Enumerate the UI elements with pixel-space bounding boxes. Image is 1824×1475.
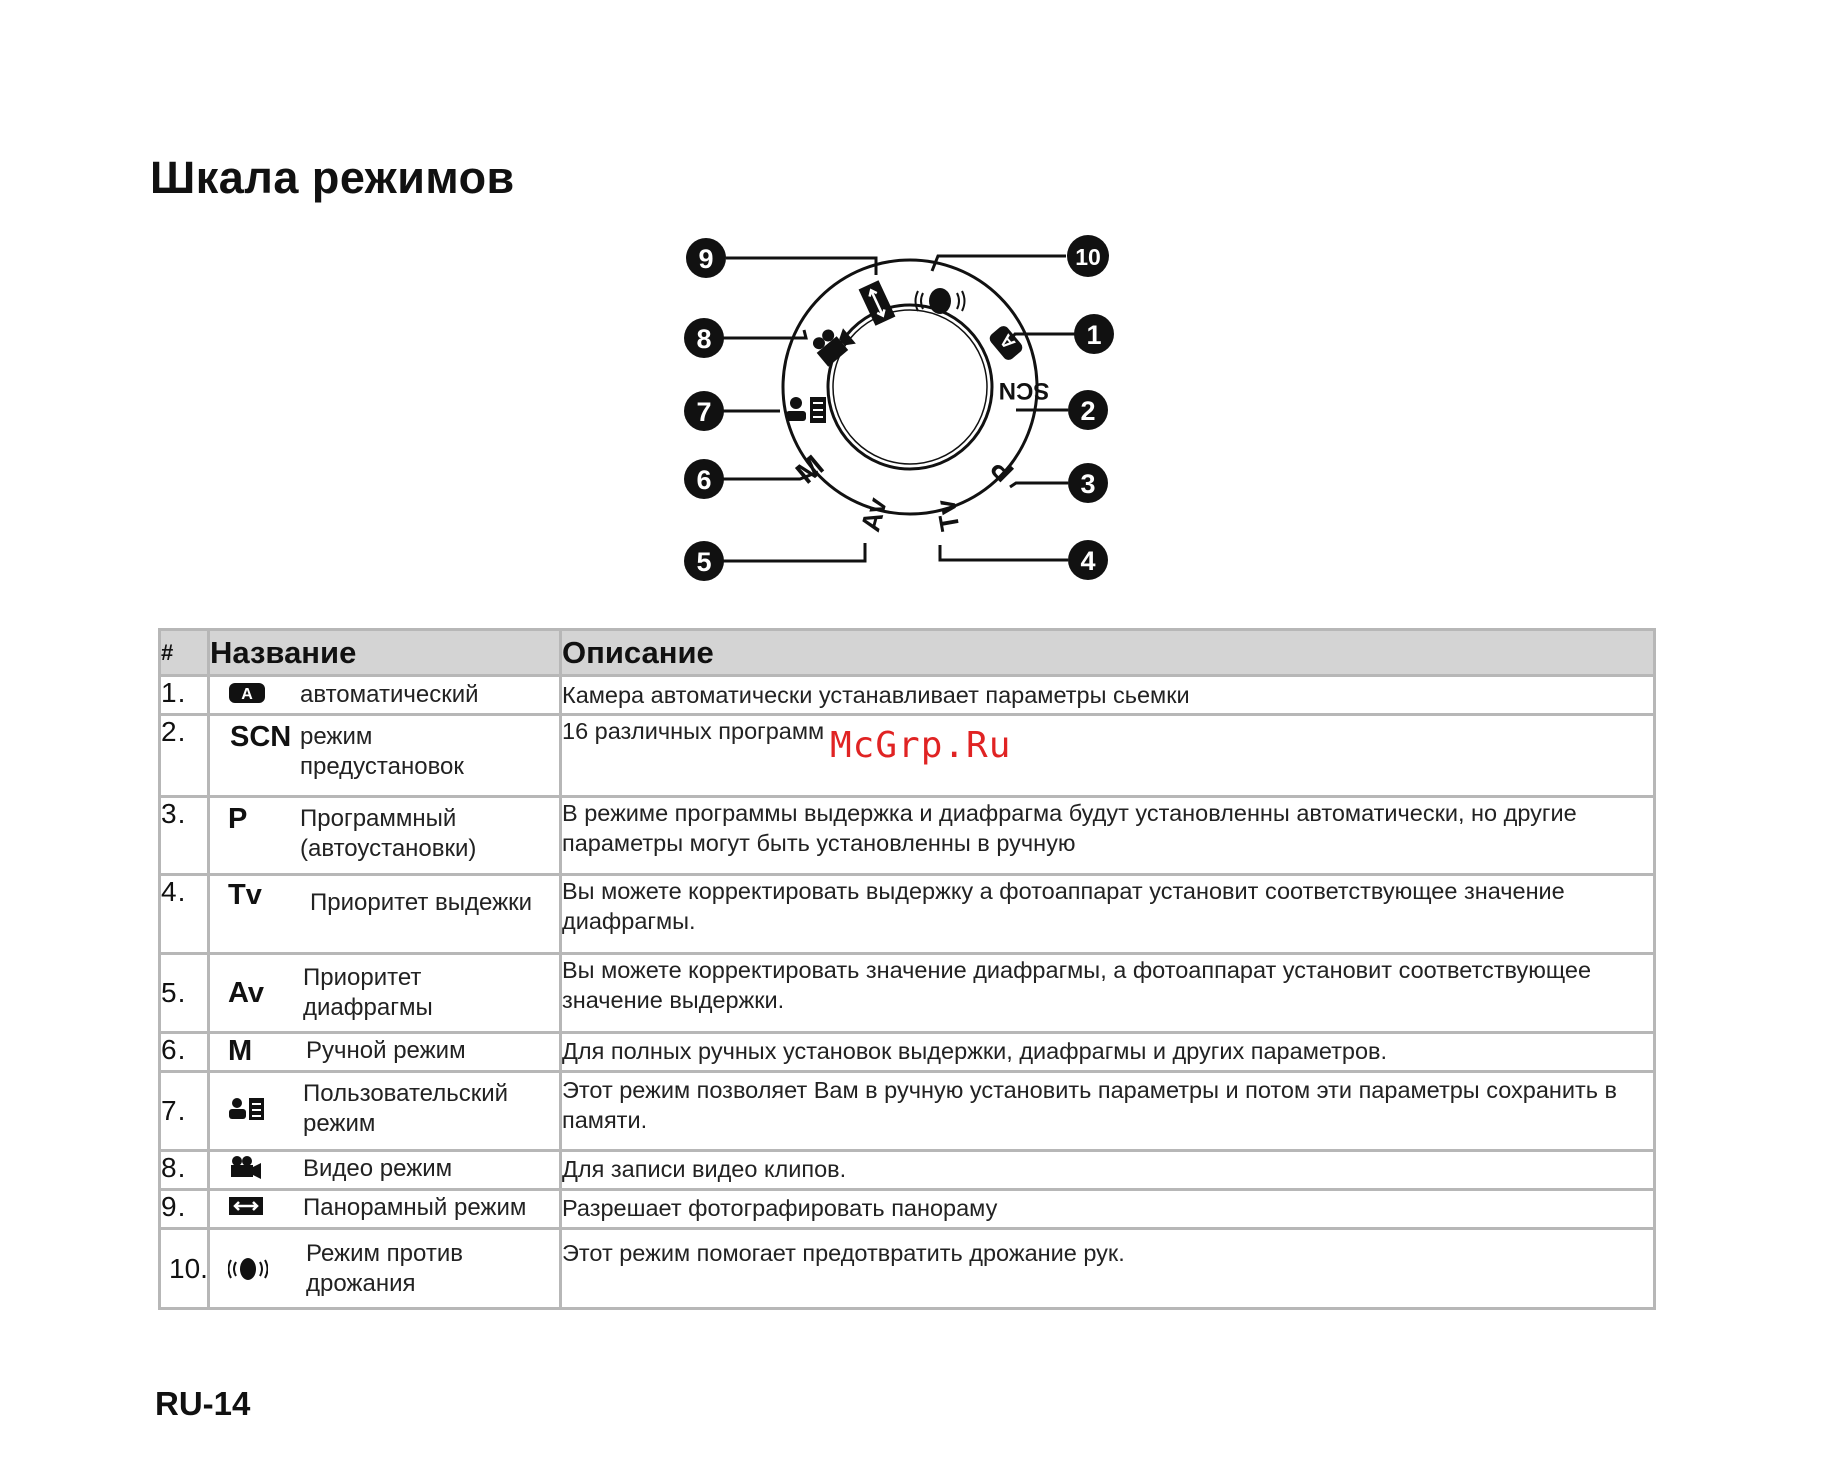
svg-text:A: A [241, 686, 253, 703]
mode-description: Этот режим помогает предотвратить дрожание рук. [561, 1229, 1655, 1309]
table-row [160, 1033, 1655, 1072]
dial-label-p: P [984, 452, 1020, 488]
dial-label-m: M [789, 449, 831, 491]
mode-name: Ручной режим [306, 1037, 466, 1064]
mode-description: Вы можете корректировать выдержку а фотоаппарат установит соответствующее значение диафрагмы. [561, 875, 1655, 954]
callout-6 [684, 459, 724, 499]
mode-name: Режим против дрожания [306, 1239, 463, 1297]
mode-name: Видео режим [303, 1155, 453, 1182]
row-name-cell [209, 1033, 561, 1072]
callout-8 [684, 318, 724, 358]
table-row [160, 875, 1655, 954]
dial-inner-ring-2 [833, 310, 987, 464]
table-row [160, 797, 1655, 875]
svg-text:9: 9 [698, 244, 714, 274]
row-num: 1. [160, 676, 209, 715]
auto-mode-icon [228, 680, 300, 706]
dial-label-av: Av [855, 494, 893, 535]
svg-text:10: 10 [1075, 244, 1101, 270]
dial-user-settings-icon [786, 397, 826, 423]
mode-symbol: M [228, 1035, 253, 1067]
svg-text:6: 6 [696, 465, 712, 495]
row-num: 8. [160, 1151, 209, 1190]
svg-text:5: 5 [696, 547, 712, 577]
mode-dial-svg [670, 225, 1150, 595]
dial-label-tv: Tv [930, 497, 966, 534]
row-name-cell [209, 1190, 561, 1229]
row-num: 9. [160, 1190, 209, 1229]
row-name-cell [209, 875, 561, 954]
mode-description: Разрешает фотографировать панораму [561, 1190, 1655, 1229]
dial-leader-lines [723, 256, 1075, 561]
mode-name: Приоритет выдежки [310, 889, 533, 916]
row-name-cell [209, 954, 561, 1033]
video-camera-icon [228, 1154, 303, 1180]
svg-text:1: 1 [1086, 320, 1102, 350]
dial-inner-ring [828, 305, 992, 469]
svg-text:7: 7 [696, 397, 712, 427]
row-num: 6. [160, 1033, 209, 1072]
user-settings-icon [228, 1095, 303, 1123]
callout-7 [684, 391, 724, 431]
mode-name: режим предустановок [300, 723, 464, 780]
mode-symbol: Tv [228, 879, 262, 911]
header-desc: Описание [561, 630, 1655, 676]
svg-text:3: 3 [1080, 469, 1096, 499]
callout-1 [1074, 314, 1114, 354]
page-number: RU-14 [155, 1385, 251, 1422]
mode-dial-diagram [670, 225, 1150, 595]
mode-description: Камера автоматически устанавливает параметры сьемки [561, 676, 1655, 715]
mode-description: Вы можете корректировать значение диафрагмы, а фотоаппарат установит соответствующее значение выдержки. [561, 954, 1655, 1033]
row-num: 3. [160, 797, 209, 875]
svg-text:A: A [995, 330, 1020, 354]
mode-description: Этот режим позволяет Вам в ручную установить параметры и потом эти параметры сохранить в памяти. [561, 1072, 1655, 1151]
row-name-cell [209, 1072, 561, 1151]
table-row [160, 954, 1655, 1033]
row-num: 5. [160, 954, 209, 1033]
row-num: 7. [160, 1072, 209, 1151]
row-name-cell [209, 1229, 561, 1309]
mode-name: Программный (автоустановки) [300, 805, 477, 862]
svg-text:4: 4 [1080, 546, 1096, 576]
callout-9 [686, 238, 726, 278]
callout-10 [1067, 235, 1109, 277]
mode-name: Пользовательский режим [303, 1080, 509, 1137]
mode-symbol: P [228, 803, 248, 835]
svg-text:2: 2 [1080, 396, 1096, 426]
dial-auto-icon [987, 323, 1025, 362]
dial-anti-shake-icon [916, 288, 965, 314]
mode-description: 16 различных программ [561, 715, 1655, 797]
header-name: Название [209, 630, 561, 676]
row-name-cell [209, 715, 561, 797]
table-row [160, 1151, 1655, 1190]
page-title: Шкала режимов [150, 152, 515, 203]
table-row [160, 1229, 1655, 1309]
anti-shake-icon [228, 1255, 306, 1283]
callout-3 [1068, 463, 1108, 503]
row-name-cell [209, 676, 561, 715]
table-row [160, 1072, 1655, 1151]
svg-text:8: 8 [696, 324, 712, 354]
row-num: 10. [160, 1229, 209, 1309]
table-header-row [160, 630, 1655, 676]
watermark-text: McGrp.Ru [830, 725, 1012, 766]
row-name-cell [209, 797, 561, 875]
header-num: # [160, 630, 209, 676]
callout-5 [684, 541, 724, 581]
mode-name: Панорамный режим [303, 1194, 527, 1221]
mode-name: Приоритет диафрагмы [303, 964, 433, 1021]
mode-symbol: Av [228, 977, 264, 1009]
row-num: 2. [160, 715, 209, 797]
row-name-cell [209, 1151, 561, 1190]
mode-description: Для полных ручных установок выдержки, диафрагмы и других параметров. [561, 1033, 1655, 1072]
table-row [160, 676, 1655, 715]
mode-symbol: SCN [230, 721, 292, 753]
row-num: 4. [160, 875, 209, 954]
table-row [160, 1190, 1655, 1229]
panorama-icon [228, 1193, 303, 1219]
dial-video-icon [809, 321, 856, 367]
mode-description: Для записи видео клипов. [561, 1151, 1655, 1190]
callout-4 [1068, 540, 1108, 580]
dial-label-scn: SCN [998, 377, 1050, 404]
callout-2 [1068, 390, 1108, 430]
mode-name: автоматический [300, 681, 479, 708]
mode-description: В режиме программы выдержка и диафрагма будут установленны автоматически, но другие параметры могут быть установленны в ручную [561, 797, 1655, 875]
